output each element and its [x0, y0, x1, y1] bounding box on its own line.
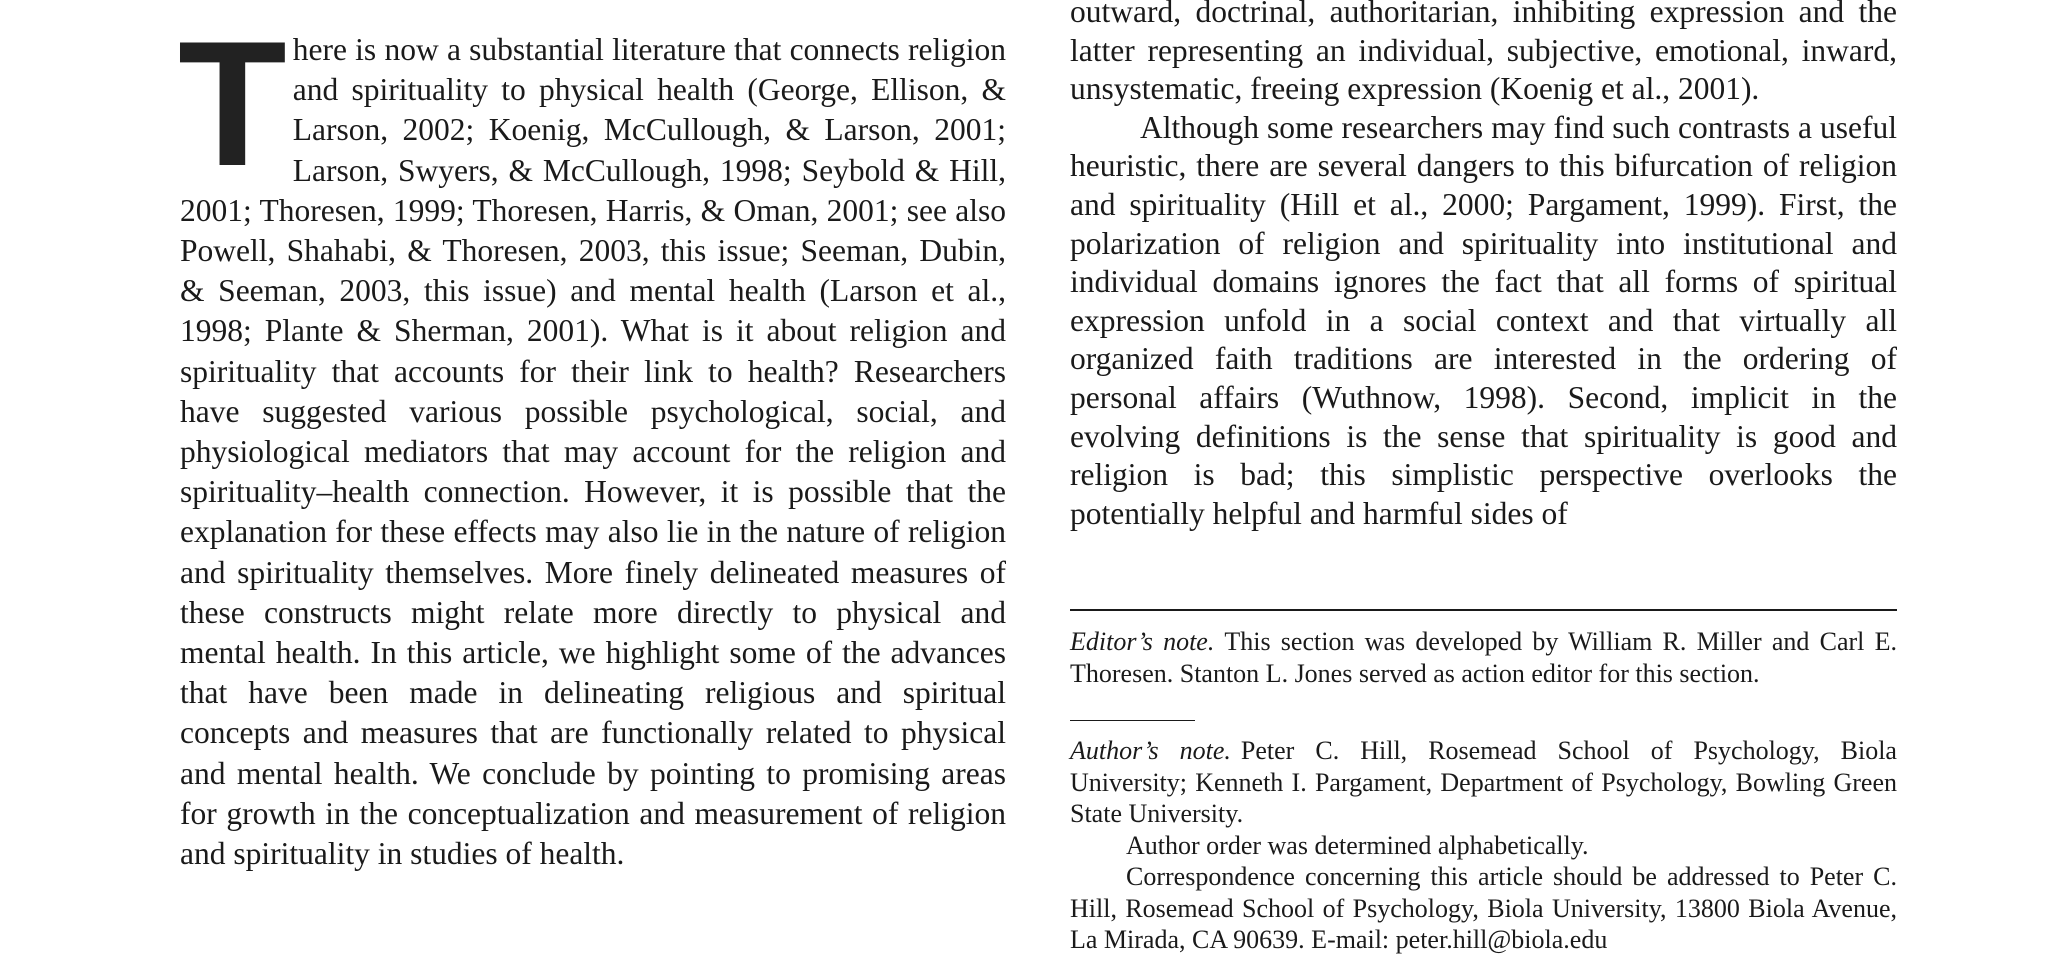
correspondence-text: Correspondence concerning this article should be addressed to Peter C. Hill, Rosemead School of Psychology, Biola University, 13800 Biola Avenue, La Mirada, CA 90639. E-mail: peter.hill@biola.edu	[1070, 862, 1897, 954]
editor-note-text: This section was developed by William R. Miller and Carl E. Thoresen. Stanton L. Jones served as action editor for this section.	[1070, 627, 1897, 688]
author-note	[1070, 735, 1897, 956]
continued-paragraph: outward, doctrinal, authoritarian, inhibiting expression and the latter representing an individual, subjective, emotional, inward, unsystematic, freeing expression (Koenig et al., 2001).	[1070, 0, 1897, 107]
footnote-separator-rule	[1070, 609, 1897, 611]
second-paragraph: Although some researchers may find such contrasts a useful heuristic, there are several dangers to this bifurcation of religion and spirituality (Hill et al., 2000; Pargament, 1999). First, the polarization of religion and spirituality into institutional and individual domains ignores the fact that all forms of spiritual expression unfold in a social context and that virtually all organized faith traditions are interested in the ordering of personal affairs (Wuthnow, 1998). Second, implicit in the evolving definitions is the sense that spirituality is good and religion is bad; this simplistic perspective overlooks the potentially helpful and harmful sides of	[1070, 109, 1897, 531]
left-column	[178, 4, 1006, 874]
drop-cap: T	[178, 4, 287, 203]
editor-note	[1070, 626, 1897, 689]
editor-note-label: Editor’s note.	[1070, 627, 1215, 656]
author-order-text: Author order was determined alphabetically.	[1126, 830, 1589, 860]
right-column	[1070, 0, 1897, 533]
author-affiliation-text: Peter C. Hill, Rosemead School of Psychology, Biola University; Kenneth I. Pargament, Department of Psychology, Bowling Green State University.	[1070, 736, 1897, 828]
author-note-label: Author’s note.	[1070, 736, 1231, 765]
author-note-separator-rule	[1070, 720, 1195, 721]
opening-paragraph: here is now a substantial literature that connects religion and spirituality to physical health (George, Ellison, & Larson, 2002; Koenig, McCullough, & Larson, 2001; Larson, Swyers, & McCullough, 1998; Seybold & Hill, 2001; Thoresen, 1999; Thoresen, Harris, & Oman, 2001; see also Powell, Shahabi, & Thoresen, 2003, this issue; Seeman, Dubin, & Seeman, 2003, this issue) and mental health (Larson et al., 1998; Plante & Sherman, 2001). What is it about religion and spirituality that accounts for their link to health? Researchers have suggested various possible psychological, social, and physiological mediators that may account for the religion and spirituality–health connection. However, it is possible that the explanation for these effects may also lie in the nature of religion and spirituality themselves. More finely delineated measures of these constructs might relate more directly to physical and mental health. In this article, we highlight some of the advances that have been made in delineating religious and spiritual concepts and measures that are functionally related to physical and mental health. We conclude by pointing to promising areas for growth in the conceptualization and measurement of religion and spirituality in studies of health.	[180, 32, 1006, 872]
